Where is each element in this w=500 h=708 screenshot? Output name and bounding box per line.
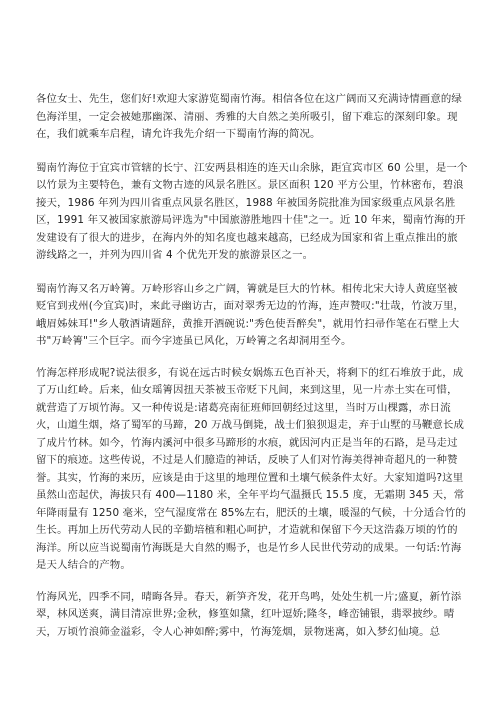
paragraph-welcome: 各位女士、先生，您们好!欢迎大家游览蜀南竹海。相信各位在这广阔而又充满诗情画意的绿色海洋里，一定会被她那幽深、清丽、秀雅的大自然之美所吸引，留下难忘的深刻印象。现在，我们就乘车启程，请允许我先介绍一下蜀南竹海的简况。: [36, 93, 462, 140]
paragraph-scenery: 竹海风光，四季不同，晴晦各异。春天，新笋齐发，花开鸟鸣，处处生机一片;盛夏，新竹添翠，林风送爽，满目清凉世界;金秋，修篁如黛，红叶逗娇;隆冬，峰峦铺银，翡翠披纱。晴天，万顷竹浪筛金溢彩，令人心神如醉;雾中，竹海笼烟，景物迷离，如入梦幻仙境。总: [36, 590, 462, 638]
paragraph-overview: 蜀南竹海位于宜宾市管辖的长宁、江安两县相连的连天山余脉，距宜宾市区 60 公里，是一个以竹景为主要特色，兼有文物古迹的风景名胜区。景区面积 120 平方公里，竹林密布，碧浪接天，1986 年列为四川省重点风景名胜区，1988 年被国务院批准为国家级重点风景名胜区，1991 年又被国家旅游局评选为"中国旅游胜地四十佳"之一。近 10 年来，蜀南竹海的开发建设有了很大的进步，在海内外的知名度也越来越高，已经成为国家和省上重点推出的旅游线路之一，并列为四川省 4 个优先开发的旅游景区之一。: [36, 161, 468, 261]
paragraph-formation: 竹海怎样形成呢?说法很多，有说在远古时候女娲炼五色百补天，将剩下的红石堆放于此，成了万山红岭。后来，仙女瑶箐因扭天茶被玉帝贬下凡间，来到这里，见一片赤土实在可惜，就营造了万顷竹海。又一种传说是:诸葛亮南征班师回朝经过这里，当时万山棵露，赤日流火，山道生烟，烙了蜀军的马蹄，20 万战马倒毙，战士们狼狈退走，弃于山墅的马鞭意长成了成片竹林。如今，竹海内溪河中很多马蹄形的水痕，就因河内正是当年的石路，是马走过留下的痕迹。这些传说，不过是人们臆造的神话，反映了人们对竹海美得神奇超凡的一种赞誉。其实，竹海的来历，应该是由于这里的地理位置和土壤气候条件太好。大家知道吗?这里虽然山峦起伏，海拔只有 400—1180 米，全年平均气温摄氏 15.5 度，无霜期 345 天，常年降雨量有 1250 毫米，空气湿度常在 85%左右，肥沃的土壤，暖湿的气候，十分适合竹的生长。再加上历代劳动人民的辛勤培植和粗心呵护，才造就和保留下今天这浩淼万顷的竹的海洋。所以应当说蜀南竹海既是大自然的赐予，也是竹乡人民世代劳动的成果。一句话:竹海是天人结合的产物。: [36, 366, 466, 571]
paragraph-name-origin: 蜀南竹海又名万岭箐。万岭形容山乡之广阔，箐就是巨大的竹林。相传北宋大诗人黄庭坚被贬官到戎州(今宜宾)时，来此寻幽访古，面对翠秀无边的竹海，连声赞叹:"壮哉，竹波万里，峨眉姊妹耳!"乡人敬酒请题辞，黄推开酒碗说:"秀色使吾醉矣"，就用竹扫帚作笔在石壁上大书"万岭箐"三个巨字。而今字迹虽已风化，万岭箐之名却洞用至今。: [36, 282, 465, 347]
document-body: [36, 91, 468, 641]
